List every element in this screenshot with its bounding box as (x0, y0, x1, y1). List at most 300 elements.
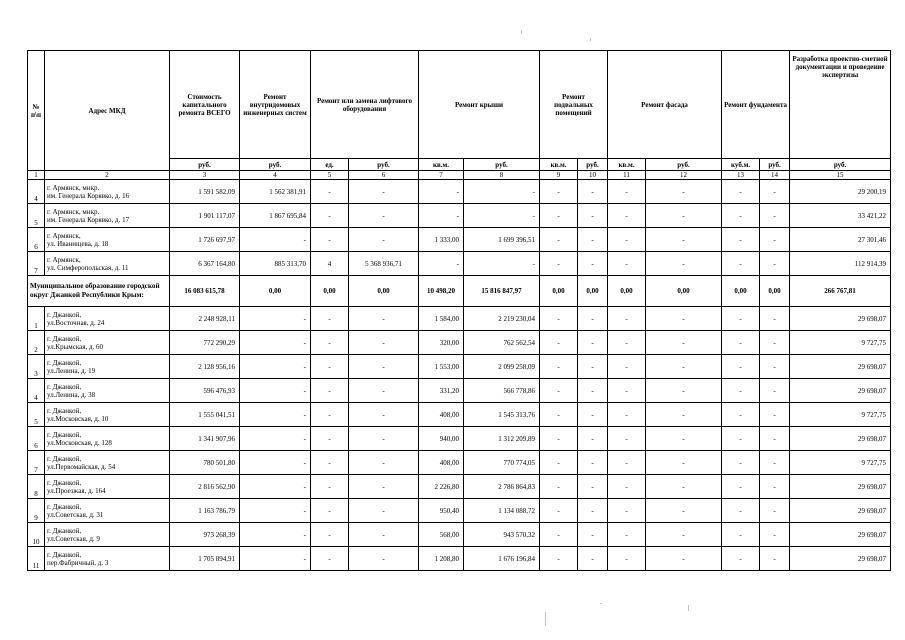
cell-roof-area: 1 584,00 (419, 307, 464, 331)
col-num: 3 (170, 171, 240, 180)
row-number: 7 (28, 252, 45, 276)
cell-basement-area: - (540, 331, 578, 355)
cell-roof-rub: 2 219 230,04 (464, 307, 540, 331)
unit-cell: руб. (578, 159, 608, 171)
cell-internal: - (240, 427, 311, 451)
cell-design-docs: 29 698,07 (790, 547, 891, 571)
row-number: 5 (28, 403, 45, 427)
cell-basement-area: - (540, 523, 578, 547)
cell-facade-rub: - (646, 379, 722, 403)
unit-cell: руб. (760, 159, 790, 171)
col-num: 5 (311, 171, 349, 180)
cell-roof-rub: 1 676 196,84 (464, 547, 540, 571)
header-lift: Ремонт или замена лифтового оборудования (311, 51, 419, 159)
cell-basement-rub: - (578, 499, 608, 523)
cell-roof-area: 320,00 (419, 331, 464, 355)
cell-facade-rub: - (646, 427, 722, 451)
cell-basement-rub: - (578, 475, 608, 499)
cell-internal: 885 313,70 (240, 252, 311, 276)
address-line-city: г. Джанкой, (47, 526, 82, 535)
cell-foundation-volume: - (722, 499, 760, 523)
cell-foundation-rub: - (760, 523, 790, 547)
cell-internal: - (240, 331, 311, 355)
col-num: 14 (760, 171, 790, 180)
cell-roof-area: 1 208,80 (419, 547, 464, 571)
row-number: 9 (28, 499, 45, 523)
cell-lift-rub: - (349, 204, 419, 228)
col-num: 1 (28, 171, 45, 180)
cell-design-docs: 9 727,75 (790, 451, 891, 475)
row-address (45, 180, 170, 204)
cell-lift-units: - (311, 547, 349, 571)
cell-foundation-rub: - (760, 331, 790, 355)
cell-lift-units: - (311, 403, 349, 427)
cell-facade-rub: - (646, 403, 722, 427)
row-number: 6 (28, 427, 45, 451)
row-number: 10 (28, 523, 45, 547)
cell-foundation-volume: - (722, 403, 760, 427)
row-number: 3 (28, 355, 45, 379)
address-line-street: им. Генерала Корявко, д. 17 (47, 215, 130, 224)
cell-foundation-rub: - (760, 427, 790, 451)
cell-design-docs: 29 698,07 (790, 379, 891, 403)
scan-speck (688, 605, 689, 611)
cell-basement-rub: - (578, 547, 608, 571)
cell-basement-area: - (540, 475, 578, 499)
row-number: 1 (28, 307, 45, 331)
cell-lift-units: - (311, 379, 349, 403)
table-row (28, 379, 891, 403)
address-line-city: г. Армянск, микр. (47, 183, 100, 192)
cell-lift-rub: - (349, 547, 419, 571)
scan-speck (521, 30, 522, 34)
cell-design-docs: 266 767,81 (790, 276, 891, 307)
cell-facade-rub: - (646, 204, 722, 228)
cell-lift-units: - (311, 180, 349, 204)
cell-foundation-rub: - (760, 475, 790, 499)
cell-foundation-rub: 0,00 (760, 276, 790, 307)
cell-lift-units: - (311, 499, 349, 523)
header-facade: Ремонт фасада (608, 51, 722, 159)
cell-internal: - (240, 307, 311, 331)
cell-facade-area: - (608, 379, 646, 403)
col-num: 11 (608, 171, 646, 180)
cell-lift-rub: 5 368 936,71 (349, 252, 419, 276)
address-line-street: ул.Ленина, д. 19 (47, 366, 96, 375)
cell-basement-rub: - (578, 355, 608, 379)
cell-lift-units: 0,00 (311, 276, 349, 307)
cell-roof-rub: - (464, 252, 540, 276)
cell-design-docs: 29 698,07 (790, 475, 891, 499)
cell-roof-rub: - (464, 180, 540, 204)
cell-lift-rub: - (349, 379, 419, 403)
cell-total: 1 591 582,09 (170, 180, 240, 204)
header-basement: Ремонт подвальных помещений (540, 51, 608, 159)
col-num: 12 (646, 171, 722, 180)
cell-internal: - (240, 499, 311, 523)
cell-foundation-rub: - (760, 252, 790, 276)
cell-design-docs: 112 914,39 (790, 252, 891, 276)
capital-repair-table (27, 50, 891, 571)
cell-design-docs: 29 698,07 (790, 427, 891, 451)
cell-foundation-volume: - (722, 307, 760, 331)
cell-basement-area: - (540, 355, 578, 379)
cell-roof-rub: - (464, 204, 540, 228)
address-line-city: г. Джанкой, (47, 502, 82, 511)
cell-basement-rub: - (578, 403, 608, 427)
cell-facade-area: - (608, 180, 646, 204)
cell-basement-area: - (540, 451, 578, 475)
cell-roof-rub: 943 570,32 (464, 523, 540, 547)
row-number: 2 (28, 331, 45, 355)
cell-basement-rub: - (578, 204, 608, 228)
cell-foundation-volume: - (722, 451, 760, 475)
cell-basement-area: - (540, 499, 578, 523)
address-line-city: г. Джанкой, (47, 334, 82, 343)
cell-facade-rub: - (646, 252, 722, 276)
cell-roof-rub: 566 778,86 (464, 379, 540, 403)
cell-total: 2 816 562,90 (170, 475, 240, 499)
cell-facade-rub: - (646, 547, 722, 571)
cell-foundation-volume: 0,00 (722, 276, 760, 307)
cell-facade-area: - (608, 451, 646, 475)
cell-lift-units: - (311, 475, 349, 499)
cell-lift-units: - (311, 523, 349, 547)
row-number: 5 (28, 204, 45, 228)
cell-basement-area: - (540, 379, 578, 403)
cell-facade-rub: - (646, 475, 722, 499)
row-address (45, 307, 170, 331)
header-internal-systems: Ремонт внутридомовых инженерных систем (240, 51, 311, 159)
column-numbers-row (28, 171, 891, 180)
cell-basement-area: - (540, 252, 578, 276)
cell-basement-area: - (540, 427, 578, 451)
cell-facade-rub: - (646, 228, 722, 252)
cell-facade-area: - (608, 523, 646, 547)
cell-basement-area: - (540, 180, 578, 204)
cell-lift-rub: 0,00 (349, 276, 419, 307)
cell-facade-area: 0,00 (608, 276, 646, 307)
table-row (28, 499, 891, 523)
cell-facade-area: - (608, 355, 646, 379)
address-line-street: ул.Ленина, д. 38 (47, 390, 96, 399)
cell-facade-rub: - (646, 523, 722, 547)
row-number: 7 (28, 451, 45, 475)
row-number: 6 (28, 228, 45, 252)
cell-roof-area: 331,20 (419, 379, 464, 403)
cell-basement-rub: 0,00 (578, 276, 608, 307)
cell-basement-rub: - (578, 180, 608, 204)
cell-lift-rub: - (349, 307, 419, 331)
table-row (28, 403, 891, 427)
cell-total: 1 341 907,96 (170, 427, 240, 451)
table-row (28, 180, 891, 204)
unit-cell: руб. (240, 159, 311, 171)
cell-roof-rub: 762 562,54 (464, 331, 540, 355)
address-line-street: им. Генерала Корявко, д. 16 (47, 191, 130, 200)
cell-foundation-volume: - (722, 379, 760, 403)
cell-roof-area: 10 498,20 (419, 276, 464, 307)
cell-lift-units: - (311, 451, 349, 475)
cell-total: 6 367 164,80 (170, 252, 240, 276)
cell-foundation-volume: - (722, 228, 760, 252)
cell-design-docs: 9 727,75 (790, 403, 891, 427)
cell-facade-area: - (608, 307, 646, 331)
address-line-city: г. Джанкой, (47, 550, 82, 559)
cell-foundation-rub: - (760, 204, 790, 228)
cell-roof-rub: 1 312 209,89 (464, 427, 540, 451)
cell-foundation-rub: - (760, 355, 790, 379)
cell-basement-rub: - (578, 451, 608, 475)
col-num: 13 (722, 171, 760, 180)
col-num: 10 (578, 171, 608, 180)
cell-roof-area: 940,00 (419, 427, 464, 451)
cell-lift-units: - (311, 355, 349, 379)
row-address (45, 204, 170, 228)
table-row (28, 451, 891, 475)
cell-basement-rub: - (578, 427, 608, 451)
cell-facade-rub: - (646, 499, 722, 523)
table-row (28, 547, 891, 571)
cell-roof-area: 2 226,80 (419, 475, 464, 499)
cell-foundation-volume: - (722, 355, 760, 379)
cell-internal: 1 562 381,91 (240, 180, 311, 204)
header-num: № п\п (28, 51, 45, 171)
header-roof: Ремонт крыши (419, 51, 540, 159)
col-num: 4 (240, 171, 311, 180)
cell-basement-rub: - (578, 228, 608, 252)
cell-total: 1 555 041,51 (170, 403, 240, 427)
cell-internal: 0,00 (240, 276, 311, 307)
cell-facade-area: - (608, 331, 646, 355)
cell-facade-rub: - (646, 451, 722, 475)
cell-lift-units: - (311, 204, 349, 228)
cell-roof-rub: 2 786 864,83 (464, 475, 540, 499)
cell-lift-rub: - (349, 331, 419, 355)
col-num: 8 (464, 171, 540, 180)
unit-cell: руб. (349, 159, 419, 171)
cell-total: 1 901 117,07 (170, 204, 240, 228)
cell-design-docs: 29 698,07 (790, 499, 891, 523)
cell-total: 780 501,80 (170, 451, 240, 475)
table-row (28, 475, 891, 499)
row-address (45, 228, 170, 252)
cell-roof-area: - (419, 252, 464, 276)
row-number: 4 (28, 379, 45, 403)
cell-basement-rub: - (578, 523, 608, 547)
unit-cell: кв.м. (540, 159, 578, 171)
header-foundation: Ремонт фундамента (722, 51, 790, 159)
row-address (45, 252, 170, 276)
unit-cell: куб.м. (722, 159, 760, 171)
cell-facade-rub: - (646, 331, 722, 355)
cell-roof-rub: 15 816 847,97 (464, 276, 540, 307)
address-line-street: ул. Иванищева, д. 18 (47, 239, 109, 248)
cell-lift-units: - (311, 331, 349, 355)
cell-lift-rub: - (349, 403, 419, 427)
cell-facade-area: - (608, 427, 646, 451)
cell-lift-units: - (311, 427, 349, 451)
address-line-street: ул.Советская, д. 31 (47, 510, 104, 519)
header-row (28, 51, 891, 159)
cell-total: 772 290,29 (170, 331, 240, 355)
unit-cell: руб. (790, 159, 891, 171)
cell-facade-rub: 0,00 (646, 276, 722, 307)
cell-roof-rub: 1 699 396,51 (464, 228, 540, 252)
row-address (45, 547, 170, 571)
cell-design-docs: 29 698,07 (790, 355, 891, 379)
row-address (45, 379, 170, 403)
cell-foundation-rub: - (760, 547, 790, 571)
cell-foundation-rub: - (760, 451, 790, 475)
scan-speck (590, 38, 591, 41)
col-num: 2 (45, 171, 170, 180)
row-address (45, 523, 170, 547)
table-row (28, 228, 891, 252)
cell-total: 1 163 786,79 (170, 499, 240, 523)
cell-foundation-volume: - (722, 180, 760, 204)
address-line-city: г. Джанкой, (47, 382, 82, 391)
cell-facade-rub: - (646, 180, 722, 204)
cell-basement-area: - (540, 307, 578, 331)
municipality-name: Муниципальное образование городской округ Джанкой Республики Крым: (28, 276, 170, 307)
cell-basement-area: - (540, 403, 578, 427)
col-num: 15 (790, 171, 891, 180)
cell-facade-area: - (608, 475, 646, 499)
cell-roof-area: 950,40 (419, 499, 464, 523)
cell-foundation-volume: - (722, 204, 760, 228)
cell-internal: 1 867 695,84 (240, 204, 311, 228)
cell-roof-rub: 2 099 258,09 (464, 355, 540, 379)
header-total: Стоимость капитального ремонта ВСЕГО (170, 51, 240, 159)
row-address (45, 499, 170, 523)
cell-facade-area: - (608, 403, 646, 427)
unit-cell: кв.м. (419, 159, 464, 171)
cell-roof-rub: 1 134 088,72 (464, 499, 540, 523)
cell-facade-area: - (608, 252, 646, 276)
header-address: Адрес МКД (45, 51, 170, 171)
cell-design-docs: 27 301,46 (790, 228, 891, 252)
row-address (45, 331, 170, 355)
address-line-city: г. Джанкой, (47, 454, 82, 463)
address-line-street: ул.Советская, д. 9 (47, 534, 100, 543)
cell-foundation-volume: - (722, 427, 760, 451)
address-line-city: г. Джанкой, (47, 406, 82, 415)
cell-internal: - (240, 547, 311, 571)
address-line-city: г. Армянск, микр. (47, 207, 100, 216)
cell-lift-rub: - (349, 499, 419, 523)
cell-design-docs: 29 698,07 (790, 523, 891, 547)
address-line-city: г. Армянск, (47, 255, 81, 264)
cell-facade-area: - (608, 228, 646, 252)
row-address (45, 427, 170, 451)
address-line-city: г. Джанкой, (47, 358, 82, 367)
cell-basement-rub: - (578, 331, 608, 355)
address-line-street: ул.Московская, д. 128 (47, 438, 112, 447)
unit-cell: кв.м. (608, 159, 646, 171)
cell-roof-area: 1 553,00 (419, 355, 464, 379)
cell-total: 2 128 956,16 (170, 355, 240, 379)
address-line-city: г. Джанкой, (47, 430, 82, 439)
cell-internal: - (240, 379, 311, 403)
cell-foundation-rub: - (760, 403, 790, 427)
municipality-summary-row (28, 276, 891, 307)
cell-total: 2 248 928,11 (170, 307, 240, 331)
cell-basement-area: - (540, 547, 578, 571)
cell-lift-rub: - (349, 355, 419, 379)
row-address (45, 403, 170, 427)
cell-lift-units: - (311, 228, 349, 252)
cell-roof-area: - (419, 180, 464, 204)
col-num: 7 (419, 171, 464, 180)
col-num: 9 (540, 171, 578, 180)
address-line-street: ул.Первомайская, д. 54 (47, 462, 116, 471)
cell-roof-area: 408,00 (419, 403, 464, 427)
table-row (28, 331, 891, 355)
address-line-city: г. Джанкой, (47, 310, 82, 319)
cell-design-docs: 33 421,22 (790, 204, 891, 228)
cell-lift-rub: - (349, 427, 419, 451)
table-row (28, 252, 891, 276)
cell-design-docs: 29 200,19 (790, 180, 891, 204)
cell-total: 596 476,93 (170, 379, 240, 403)
cell-lift-units: 4 (311, 252, 349, 276)
scan-speck (545, 612, 546, 626)
address-line-street: ул. Симферопольская, д. 11 (47, 263, 129, 272)
cell-foundation-volume: - (722, 547, 760, 571)
cell-foundation-volume: - (722, 252, 760, 276)
cell-total: 16 083 615,78 (170, 276, 240, 307)
cell-basement-area: - (540, 204, 578, 228)
cell-roof-rub: 770 774,05 (464, 451, 540, 475)
cell-foundation-rub: - (760, 379, 790, 403)
address-line-street: ул.Восточная, д. 24 (47, 318, 105, 327)
cell-roof-area: 408,00 (419, 451, 464, 475)
cell-foundation-rub: - (760, 228, 790, 252)
cell-foundation-volume: - (722, 331, 760, 355)
cell-internal: - (240, 403, 311, 427)
cell-roof-area: - (419, 204, 464, 228)
row-number: 8 (28, 475, 45, 499)
cell-lift-rub: - (349, 180, 419, 204)
cell-lift-rub: - (349, 475, 419, 499)
cell-total: 973 268,39 (170, 523, 240, 547)
cell-facade-rub: - (646, 355, 722, 379)
cell-basement-rub: - (578, 379, 608, 403)
table-row (28, 204, 891, 228)
cell-lift-rub: - (349, 523, 419, 547)
cell-facade-area: - (608, 204, 646, 228)
cell-facade-rub: - (646, 307, 722, 331)
cell-internal: - (240, 523, 311, 547)
table-row (28, 427, 891, 451)
header-design-docs: Разработка проектно-сметной документации и проведение экспертизы (790, 51, 891, 159)
address-line-street: пер.Фабричный, д. 3 (47, 558, 109, 567)
table-row (28, 355, 891, 379)
col-num: 6 (349, 171, 419, 180)
address-line-street: ул.Проезжая, д. 164 (47, 486, 106, 495)
row-address (45, 355, 170, 379)
address-line-street: ул.Крымская, д. 60 (47, 342, 104, 351)
cell-foundation-rub: - (760, 307, 790, 331)
cell-internal: - (240, 451, 311, 475)
cell-facade-area: - (608, 547, 646, 571)
cell-lift-rub: - (349, 451, 419, 475)
cell-design-docs: 29 698,07 (790, 307, 891, 331)
cell-internal: - (240, 475, 311, 499)
address-line-city: г. Джанкой, (47, 478, 82, 487)
cell-internal: - (240, 355, 311, 379)
